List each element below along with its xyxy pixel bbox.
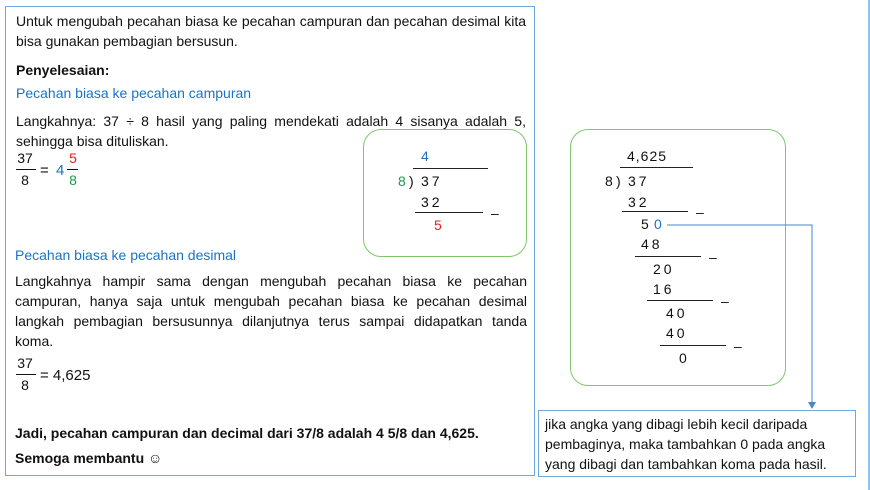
div2-row-1: 32: [628, 194, 650, 210]
section1-heading: Pecahan biasa ke pecahan campuran: [16, 85, 252, 101]
div2-divisor: 8: [605, 173, 616, 189]
div2-row-3: 48: [641, 236, 663, 252]
section1-steps: Langkahnya: 37 ÷ 8 hasil yang paling mendekati adalah 4 sisanya adalah 5, sehingga bisa dituliskan.: [16, 113, 526, 149]
div2-minus-2: –: [709, 249, 720, 265]
div2-row-8: 0: [679, 350, 690, 366]
decimal-result: = 4,625: [40, 367, 91, 384]
intro-text: Untuk mengubah pecahan biasa ke pecahan campuran dan pecahan desimal kita bisa gunakan pembagian bersusun.: [16, 13, 526, 49]
div2-bracket: ): [616, 173, 624, 189]
div1-quotient: 4: [421, 148, 432, 164]
mixed-numerator: 5: [69, 150, 77, 166]
div2-minus-4: –: [734, 338, 745, 354]
div2-row-4: 20: [653, 261, 675, 277]
div1-dividend: 37: [421, 173, 443, 189]
div1-bracket: ): [409, 173, 417, 189]
div2-dividend: 37: [628, 173, 650, 189]
fraction1-denominator: 8: [21, 172, 29, 188]
note-box: [538, 410, 856, 477]
div1-minus: –: [491, 205, 502, 221]
section2-steps: Langkahnya hampir sama dengan mengubah pecahan biasa ke pecahan campuran, hanya saja untuk mengubah pecahan biasa ke pecahan desimal langkah pembagian bersusunnya dilanjutnya terus sampai didapatkan tanda koma.: [15, 273, 527, 349]
div2-minus-3: –: [721, 293, 732, 309]
mixed-denominator: 8: [69, 172, 77, 188]
fraction2-denominator: 8: [21, 377, 29, 393]
div1-subtract: 32: [421, 194, 443, 210]
conclusion-text: Jadi, pecahan campuran dan decimal dari 37/8 adalah 4 5/8 dan 4,625.: [15, 425, 479, 441]
mixed-whole: 4: [56, 162, 65, 179]
div1-remainder: 5: [434, 217, 445, 233]
div2-row-6: 40: [666, 305, 688, 321]
note-text: jika angka yang dibagi lebih kecil daripada pembaginya, maka tambahkan 0 pada angka yang dibagi dan tambahkan koma pada hasil.: [545, 416, 827, 472]
div2-row-7: 40: [666, 325, 688, 341]
section2-heading: Pecahan biasa ke pecahan desimal: [15, 247, 237, 263]
penyelesaian-label: Penyelesaian:: [16, 62, 110, 78]
div2-minus-1: –: [696, 204, 707, 220]
closing-text: Semoga membantu ☺: [15, 450, 163, 466]
fraction2-numerator: 37: [17, 355, 33, 371]
div2-quotient: 4,625: [627, 148, 668, 164]
fraction1-equals: =: [40, 162, 49, 179]
div2-row-5: 16: [653, 281, 675, 297]
fraction1-numerator: 37: [17, 150, 33, 166]
div1-divisor: 8: [398, 173, 409, 189]
div2-row-2-added-zero: 0: [654, 216, 665, 232]
div2-row-2: 5: [641, 216, 652, 232]
